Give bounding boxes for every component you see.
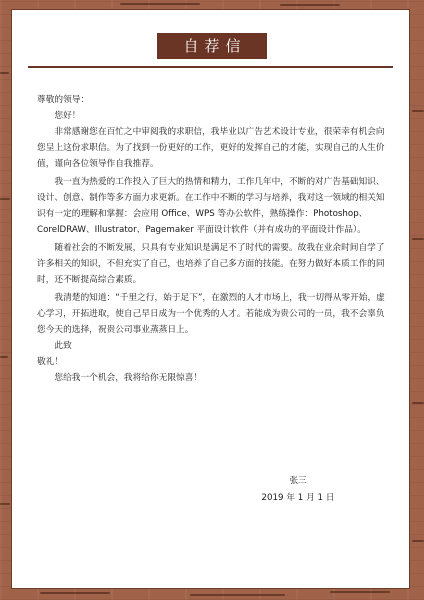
letter-title: 自荐信: [157, 33, 267, 59]
wood-grain-decoration: [412, 110, 424, 112]
letter-body: [37, 92, 387, 386]
wood-grain-decoration: [0, 356, 8, 358]
paragraph-commitment: 我清楚的知道：“千里之行，始于足下”，在激烈的人才市场上，我一切得从零开始，虚心学习，开拓进取，使自己早日成为一个优秀的人才。若能成为贵公司的一员，我不会辜负您今天的选择，祝贵公司事业蒸蒸日上。: [37, 293, 385, 335]
closing-regards: 此致: [54, 341, 72, 351]
closing-salute: 敬礼！: [37, 357, 64, 367]
greeting: 您好！: [54, 111, 81, 121]
wood-grain-decoration: [330, 591, 390, 593]
paragraph-intro: 非常感谢您在百忙之中审阅我的求职信，我毕业以广告艺术设计专业，很荣幸有机会向您呈上这份求职信。为了找到一份更好的工作，更好的发挥自己的才能，实现自己的人生价值，谨向各位领导作自我推荐。: [37, 127, 385, 169]
salutation: 尊敬的领导：: [37, 95, 90, 105]
title-rule: [28, 66, 393, 68]
wood-grain-decoration: [280, 4, 340, 6]
paragraph-skills: 我一直为热爱的工作投入了巨大的热情和精力，工作几年中，不断的对广告基础知识、设计、创意、制作等多方面力求更新。在工作中不断的学习与培养，我对这一领域的相关知识有一定的理解和掌握：会应用 Office、WPS 等办公软件，熟练操作：Photoshop、CorelDRAW、Illustrator、Pagemaker 平面设计软件（并有成功的平面设计作品）。: [37, 177, 385, 235]
wood-grain-decoration: [0, 198, 10, 200]
signer-name: 张三: [289, 476, 307, 486]
postscript: 您给我一个机会，我将给你无限惊喜！: [54, 373, 203, 383]
wood-grain-decoration: [40, 592, 110, 594]
wood-grain-decoration: [120, 3, 200, 5]
wood-grain-decoration: [0, 72, 9, 74]
wood-grain-decoration: [412, 402, 424, 404]
wood-grain-decoration: [412, 540, 424, 542]
wood-grain-decoration: [412, 238, 424, 240]
wood-grain-decoration: [190, 594, 285, 596]
letter-date: 2019 年 1 月 1 日: [261, 493, 335, 503]
paragraph-development: 随着社会的不断发展，只具有专业知识是满足不了时代的需要。故我在业余时间自学了许多相关的知识，不但充实了自己，也培养了自己多方面的技能。在努力做好本质工作的同时，还不断提高综合素质。: [37, 243, 385, 285]
wood-grain-decoration: [0, 503, 10, 505]
